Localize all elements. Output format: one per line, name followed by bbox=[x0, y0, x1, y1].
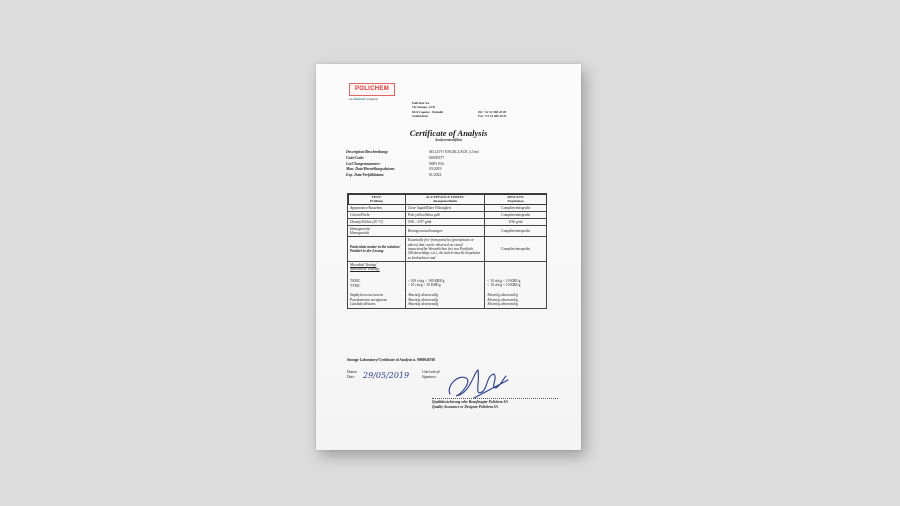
polichem-logo: POLICHEM bbox=[349, 83, 395, 96]
company-contacts: Tel. +41 91 986 40 00 Fax +41 91 986 40 01 bbox=[478, 110, 507, 119]
signature-label: Unterschrift Signature: bbox=[422, 370, 440, 379]
document-title: Certificate of Analysis bbox=[409, 128, 488, 138]
qa-caption: Qualitätssicherung oder Beauftragter Polichem SA Quality Assurance or Designee Polichem SA bbox=[432, 400, 508, 409]
table-row-microbial: Microbial Testing/ Mikrobielle Testung: TAMC TYMC Staphylococcus aureus Pseudomonas aeruginosa Candida albicans < 100 cfu/g < 100 KBE/g < 10 cfu/g < 10 KBE/g Absent/g abwesend/g Absent/g abwesend/g Absent/g abwesend/g < 10 cfu/g < 10 KBE/g < 10 cfu/g < 10 KBE/g Absent/g abwesend/g Absent/g abwesend/g Absent/g abwesend/g bbox=[348, 261, 547, 308]
logo-subline: an Almirall company bbox=[349, 97, 379, 101]
table-row: Density/Dichte (20 °C) 0.96 – 0.97 g/ml 0.96 g/ml bbox=[348, 219, 547, 226]
table-row: Colour/Farbe Pale yellow/blass gelb Complies/entspricht bbox=[348, 212, 547, 219]
table-row: Homogeneity/ Homogenität Homogeneous/homogen Complies/entspricht bbox=[348, 226, 547, 237]
date-value: 29/05/2019 bbox=[363, 371, 410, 380]
field-labels: Description/Beschreibung: Code/Code: Lot/Chargennummer: Man. Date/Herstellungsdatum: Exp. Date/Verfalldatum: bbox=[346, 150, 395, 178]
table-row: Particulate matter in the solution/ Partikel in der Lösung Essentially free from particles (precipitates or others) that can be observed on visual inspection/Im Wesentlichen frei von Partikeln (Niederschläge o.ä.), die durch visuelle Inspektion zu beobachten sind Complies/entspricht bbox=[348, 237, 547, 261]
signature-line bbox=[432, 398, 558, 399]
company-address: Polichem SA Via Senago, 42/D 6912 Lugano - Pazzallo Switzerland bbox=[412, 101, 444, 118]
results-table bbox=[347, 193, 547, 309]
date-label: Datum Date: bbox=[347, 370, 357, 379]
document-subtitle: Analysenzertifikat bbox=[435, 138, 462, 142]
table-row: Appearance/Aussehen Clear liquid/Klare Flüssigkeit Complies/entspricht bbox=[348, 205, 547, 212]
certificate-page bbox=[316, 64, 581, 450]
table-header: TEST/ Prüfung ACCEPTANCE LIMITS/ Akzeptanzlimits RESULTS/ Ergebnisse bbox=[348, 194, 547, 205]
storage-note: Storage Laboratory/Certificate of Analysis n. 0000046760 bbox=[347, 358, 436, 362]
field-values: SILLIVO NAGELLACK 3,3 ml 60005377 0SP3 034 03/2019 01/2022 bbox=[429, 150, 479, 178]
